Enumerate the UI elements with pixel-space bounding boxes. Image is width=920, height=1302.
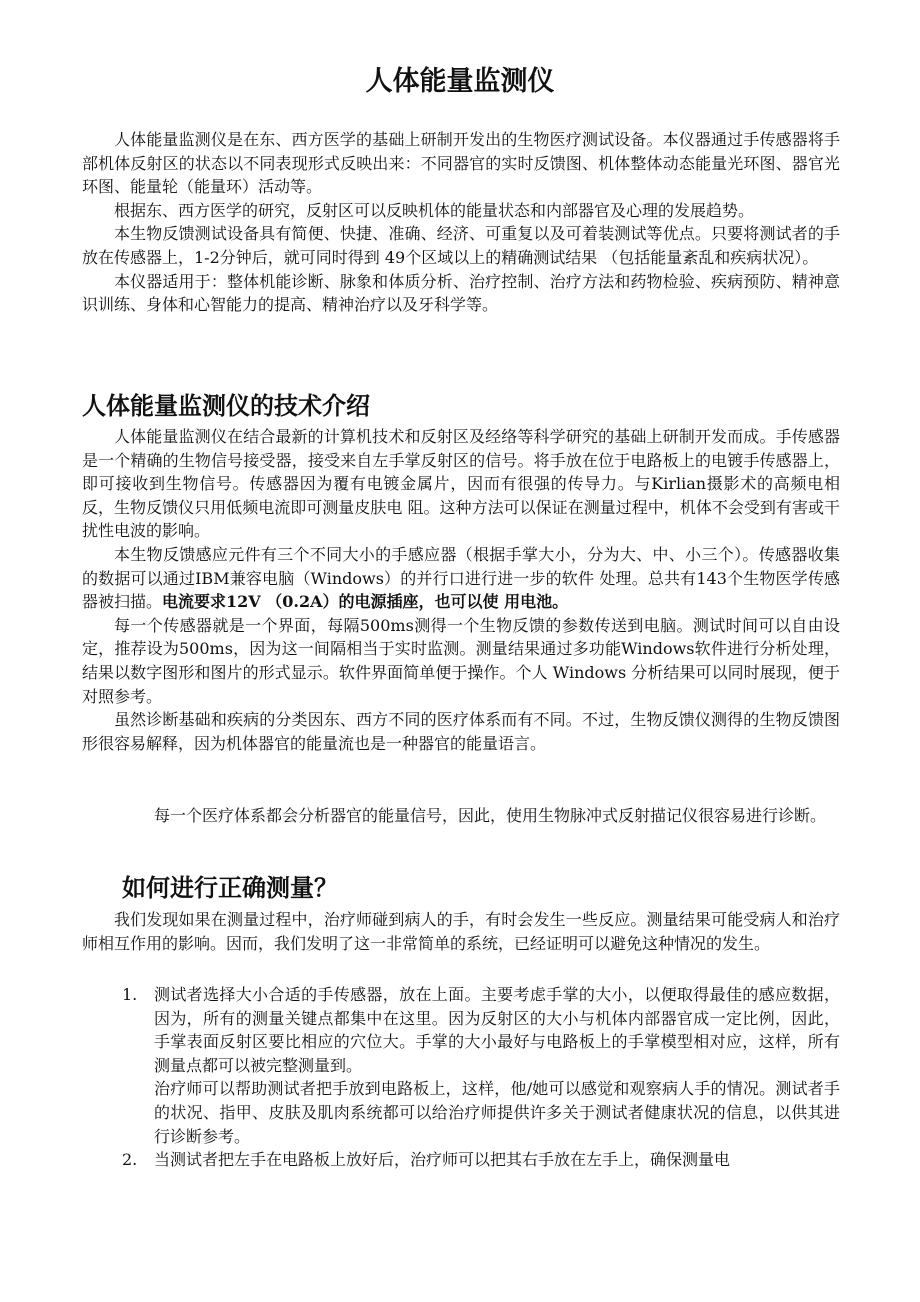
measure-heading: 如何进行正确测量？ [122, 874, 338, 902]
list-item-text: 测试者选择大小合适的手传感器，放在上面。主要考虑手掌的大小，以便取得最佳的感应数据，因为，所有的测量关键点都集中在这里。因为反射区的大小与机体内部器官成一定比例，因此，手掌表面反射区要比相应的穴位大。手掌的大小最好与电路板上的手掌模型相对应，这样，所有测量点都可以被完整测量到。 [154, 985, 840, 1075]
intro-section [82, 128, 840, 317]
list-item-number: 2. [122, 1150, 138, 1170]
intro-paragraph-3: 本生物反馈测试设备具有简便、快捷、准确、经济、可重复以及可着装测试等优点。只要将测试者的手放在传感器上，1-2分钟后，就可同时得到 49个区域以上的精确测试结果 （包括能量紊乱和疾病状况）。 [82, 224, 840, 267]
intro-paragraph-2: 根据东、西方医学的研究，反射区可以反映机体的能量状态和内部器官及心理的发展趋势。 [114, 200, 755, 220]
tech-paragraph-4: 虽然诊断基础和疾病的分类因东、西方不同的医疗体系而有不同。不过，生物反馈仪测得的生物反馈图形很容易解释，因为机体器官的能量流也是一种器官的能量语言。 [82, 710, 840, 753]
list-item-text-continued: 治疗师可以帮助测试者把手放到电路板上，这样，他/她可以感觉和观察病人手的情况。测试者手的状况、指甲、皮肤及肌肉系统都可以给治疗师提供许多关于测试者健康状况的信息，以供其进行诊断参考。 [154, 1079, 840, 1146]
intro-paragraph-1: 人体能量监测仪是在东、西方医学的基础上研制开发出的生物医疗测试设备。本仪器通过手传感器将手部机体反射区的状态以不同表现形式反映出来：不同器官的实时反馈图、机体整体动态能量光环图、器官光环图、能量轮（能量环）活动等。 [82, 130, 840, 197]
tech-paragraph-3: 每一个传感器就是一个界面，每隔500ms测得一个生物反馈的参数传送到电脑。测试时间可以自由设定，推荐设为500ms，因为这一间隔相当于实时监测。测量结果通过多功能Windows软件进行分析处理，结果以数字图形和图片的形式显示。软件界面简单便于操作。个人 Windows 分析结果可以同时展现，便于对照参考。 [82, 615, 840, 706]
measure-paragraph-1: 我们发现如果在测量过程中，治疗师碰到病人的手，有时会发生一些反应。测量结果可能受病人和治疗师相互作用的影响。因而，我们发明了这一非常简单的系统，已经证明可以避免这种情况的发生。 [82, 910, 840, 953]
tech-paragraph-1: 人体能量监测仪在结合最新的计算机技术和反射区及经络等科学研究的基础上研制开发而成。手传感器是一个精确的生物信号接受器，接受来自左手掌反射区的信号。将手放在位于电路板上的电镀手传感器上，即可接收到生物信号。传感器因为覆有电镀金属片，因而有很强的传导力。与Kirlian摄影术的高频电相反，生物反馈仪只用低频电流即可测量皮肤电 阻。这种方法可以保证在测量过程中，机体不会受到有害或干扰性电波的影响。 [82, 427, 840, 541]
list-item-text: 当测试者把左手在电路板上放好后，治疗师可以把其右手放在左手上，确保测量电 [154, 1150, 731, 1170]
power-requirement-text: 电流要求12V （0.2A）的电源插座，也可以使 用电池。 [162, 592, 569, 612]
tech-quote: 每一个医疗体系都会分析器官的能量信号，因此，使用生物脉冲式反射描记仪很容易进行诊断。 [154, 806, 827, 825]
measure-steps-list [82, 983, 840, 1172]
tech-paragraph-2 [82, 543, 840, 614]
measure-section [82, 908, 840, 955]
list-item [82, 1148, 840, 1172]
tech-heading: 人体能量监测仪的技术介绍 [82, 392, 370, 420]
tech-paragraph-2-text: 本生物反馈感应元件有三个不同大小的手感应器（根据手掌大小，分为大、中、小三个）。传感器收集的数据可以通过IBM兼容电脑（Windows）的并行口进行进一步的软件 处理。总共有143个生物医学传感器被扫描。 [82, 544, 840, 612]
tech-section [82, 425, 840, 755]
list-item-number: 1. [122, 985, 138, 1004]
page-title: 人体能量监测仪 [365, 66, 555, 97]
list-item [82, 983, 840, 1148]
intro-paragraph-4: 本仪器适用于：整体机能诊断、脉象和体质分析、治疗控制、治疗方法和药物检验、疾病预防、精神意识训练、身体和心智能力的提高、精神治疗以及牙科学等。 [82, 271, 840, 315]
